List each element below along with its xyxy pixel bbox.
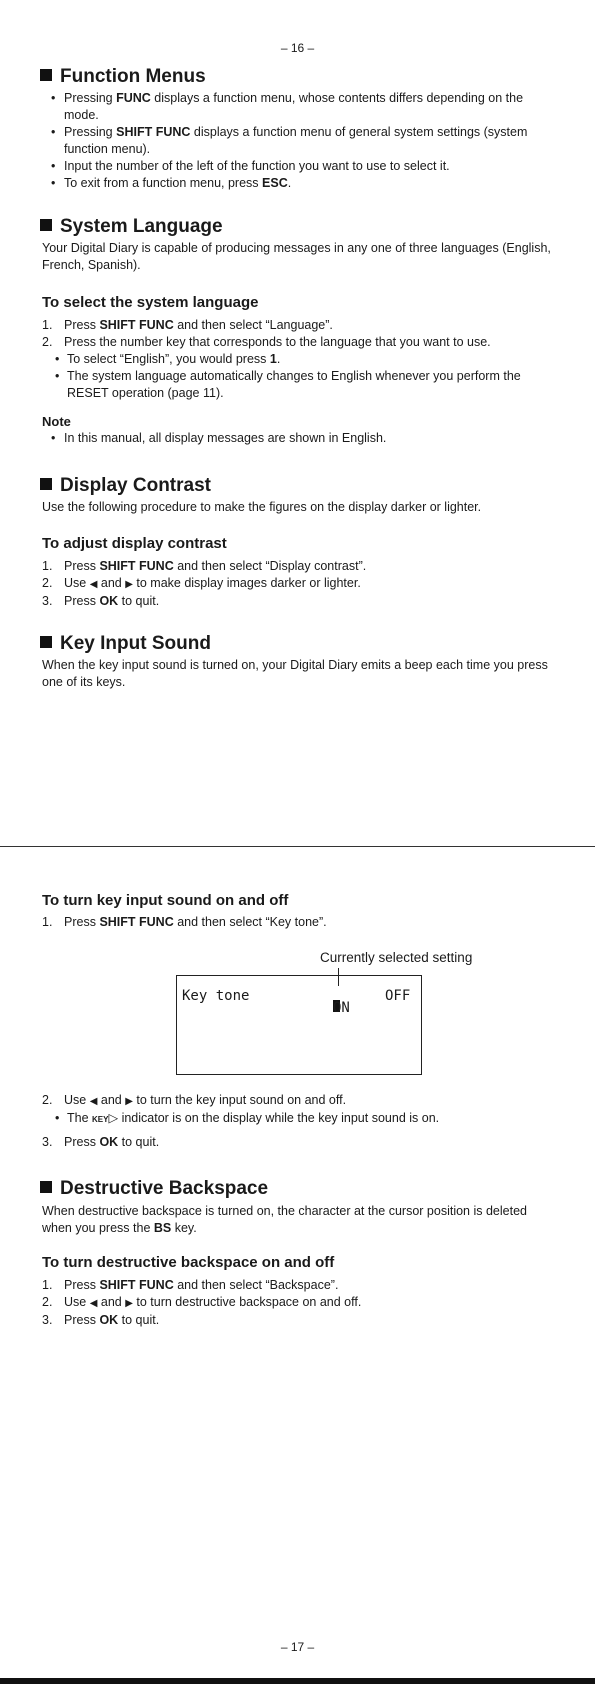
key-input-sound-steps <box>42 1092 552 1128</box>
destructive-backspace-steps <box>42 1277 552 1329</box>
step-item: 1. Press SHIFT FUNC and then select “Display contrast”. <box>42 559 367 573</box>
step-item: 2. Press the number key that corresponds to the language that you want to use. <box>42 335 491 349</box>
list-item: • Pressing SHIFT FUNC displays a function menu of general system settings (system function menu). <box>42 124 552 158</box>
function-menus-heading: Function Menus <box>40 66 206 88</box>
page-number-bottom: – 17 – <box>280 1640 315 1654</box>
system-language-intro: Your Digital Diary is capable of producing messages in any one of three languages (English, French, Spanish). <box>42 241 551 272</box>
display-contrast-heading: Display Contrast <box>40 475 211 497</box>
step-item: 1. Press SHIFT FUNC and then select “Backspace”. <box>42 1278 339 1292</box>
square-bullet-icon <box>40 636 52 648</box>
display-contrast-subheading: To adjust display contrast <box>42 535 227 552</box>
right-arrow-icon: ▶ <box>125 579 133 590</box>
right-arrow-icon: ▶ <box>125 1096 133 1107</box>
step-item: 2. Use ◀ and ▶ to make display images darker or lighter. <box>42 576 361 590</box>
step-item: 3. Press OK to quit. <box>42 1135 160 1149</box>
bottom-rule <box>0 1678 595 1684</box>
key-input-sound-step1 <box>42 914 552 931</box>
list-item: • The KEY▷ indicator is on the display while the key input sound is on. <box>42 1110 552 1128</box>
display-contrast-steps <box>42 558 552 610</box>
left-arrow-icon: ◀ <box>89 1096 98 1107</box>
page-number-top: – 16 – <box>280 41 315 55</box>
destructive-backspace-subheading: To turn destructive backspace on and off <box>42 1254 335 1271</box>
system-language-heading: System Language <box>40 216 223 238</box>
list-item: • Pressing FUNC displays a function menu, whose contents differs depending on the mode. <box>42 90 552 124</box>
step-item: 1. Press SHIFT FUNC and then select “Key tone”. <box>42 915 327 929</box>
square-bullet-icon <box>40 69 52 81</box>
key-input-sound-step3 <box>42 1134 552 1151</box>
note-list <box>42 430 552 447</box>
square-bullet-icon <box>40 478 52 490</box>
destructive-backspace-heading: Destructive Backspace <box>40 1178 268 1200</box>
key-indicator-label: KEY <box>92 1115 109 1124</box>
step-item: 2. Use ◀ and ▶ to turn destructive backspace on and off. <box>42 1295 362 1309</box>
right-arrow-icon: ▶ <box>125 1298 133 1309</box>
list-item: • To exit from a function menu, press ESC. <box>42 175 552 192</box>
left-arrow-icon: ◀ <box>89 1298 98 1309</box>
speaker-indicator-icon: ▷ <box>108 1111 119 1125</box>
list-item: • In this manual, all display messages are shown in English. <box>42 430 552 447</box>
list-item: • The system language automatically changes to English whenever you perform the RESET operation (page 11). <box>42 368 552 402</box>
square-bullet-icon <box>40 219 52 231</box>
system-language-steps <box>42 317 552 402</box>
step-item: 1. Press SHIFT FUNC and then select “Language”. <box>42 318 333 332</box>
function-menus-list <box>42 90 552 192</box>
lcd-label: Key tone <box>182 988 250 1004</box>
key-input-sound-intro: When the key input sound is turned on, your Digital Diary emits a beep each time you press one of its keys. <box>42 658 548 689</box>
note-label: Note <box>42 414 71 429</box>
left-arrow-icon: ◀ <box>89 579 98 590</box>
list-item: • To select “English”, you would press 1. <box>42 351 552 368</box>
callout-label: Currently selected setting <box>320 950 473 965</box>
system-language-subheading: To select the system language <box>42 294 259 311</box>
step-item: 2. Use ◀ and ▶ to turn the key input sound on and off. <box>42 1093 347 1107</box>
display-contrast-intro: Use the following procedure to make the figures on the display darker or lighter. <box>42 500 482 514</box>
key-input-sound-heading: Key Input Sound <box>40 633 211 655</box>
key-input-sound-subheading: To turn key input sound on and off <box>42 892 289 909</box>
list-item: • Input the number of the left of the function you want to use to select it. <box>42 158 552 175</box>
lcd-off-option: OFF <box>385 988 411 1004</box>
step-item: 3. Press OK to quit. <box>42 1313 160 1327</box>
step-item: 3. Press OK to quit. <box>42 594 160 608</box>
square-bullet-icon <box>40 1181 52 1193</box>
page-divider <box>0 846 595 847</box>
destructive-backspace-intro: When destructive backspace is turned on, the character at the cursor position is deleted when you press the BS key. <box>42 1204 527 1235</box>
lcd-display: Key tone ON OFF <box>176 975 422 1075</box>
